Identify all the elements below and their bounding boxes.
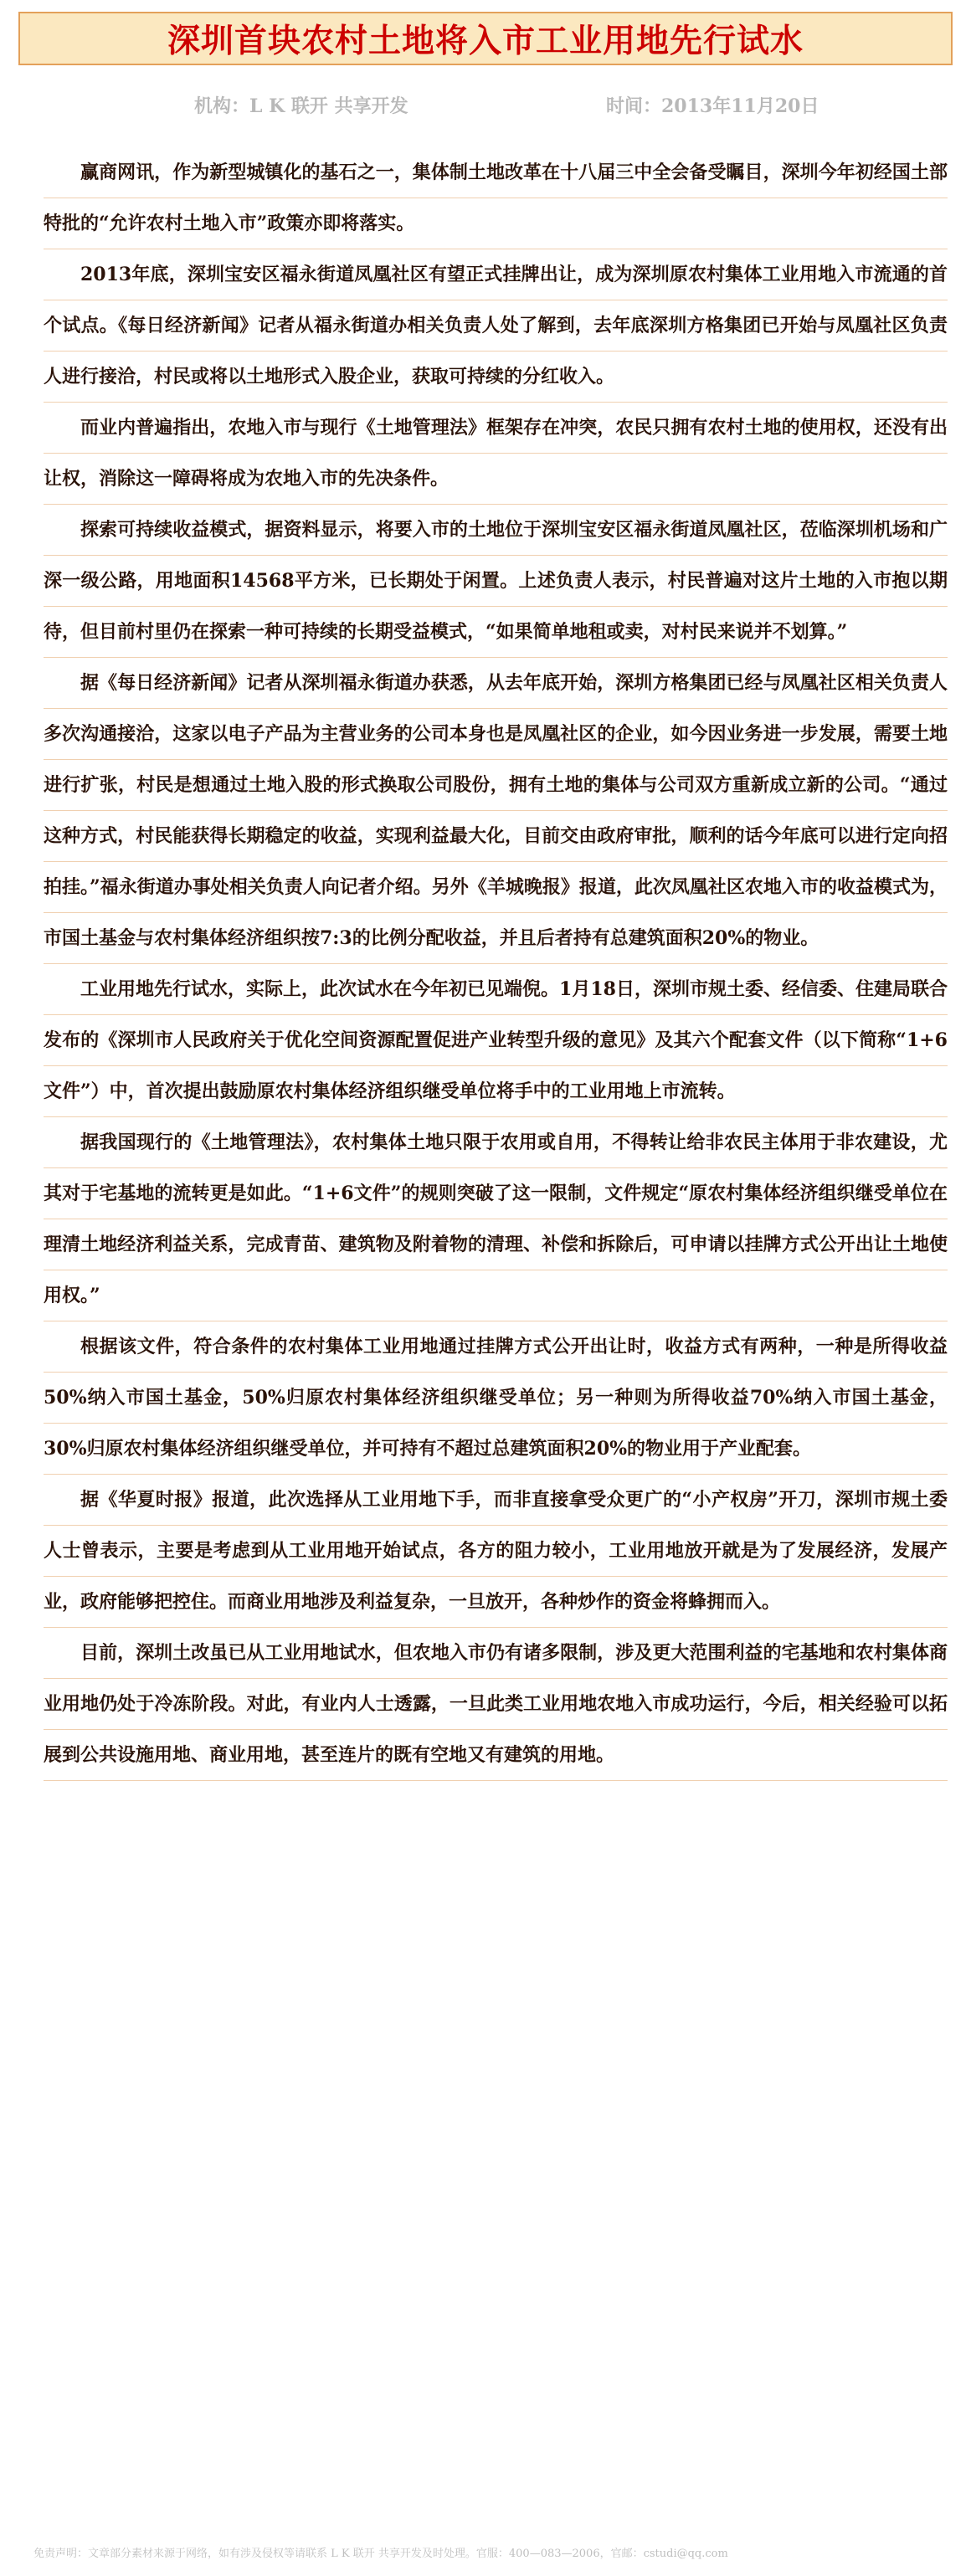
author-org: 机构：L K 联开 共享开发 <box>194 95 408 117</box>
article-paragraph: 据《每日经济新闻》记者从深圳福永街道办获悉，从去年底开始，深圳方格集团已经与凤凰社区相关负责人多次沟通接洽，这家以电子产品为主营业务的公司本身也是凤凰社区的企业，如今因业务进一步发展，需要土地进行扩张，村民是想通过土地入股的形式换取公司股份，拥有土地的集体与公司双方重新成立新的公司。“通过这种方式，村民能获得长期稳定的收益，实现利益最大化，目前交由政府审批，顺利的话今年底可以进行定向招拍挂。”福永街道办事处相关负责人向记者介绍。另外《羊城晚报》报道，此次凤凰社区农地入市的收益模式为，市国土基金与农村集体经济组织按7:3的比例分配收益，并且后者持有总建筑面积20%的物业。 <box>44 658 948 964</box>
article-paragraph: 据《华夏时报》报道，此次选择从工业用地下手，而非直接拿受众更广的“小产权房”开刀，深圳市规土委人士曾表示，主要是考虑到从工业用地开始试点，各方的阻力较小，工业用地放开就是为了发展经济，发展产业，政府能够把控住。而商业用地涉及利益复杂，一旦放开，各种炒作的资金将蜂拥而入。 <box>44 1475 948 1628</box>
title-banner <box>18 12 953 65</box>
article-paragraph: 根据该文件，符合条件的农村集体工业用地通过挂牌方式公开出让时，收益方式有两种，一种是所得收益50%纳入市国土基金，50%归原农村集体经济组织继受单位；另一种则为所得收益70%纳入市国土基金，30%归原农村集体经济组织继受单位，并可持有不超过总建筑面积20%的物业用于产业配套。 <box>44 1321 948 1475</box>
article-paragraph: 探索可持续收益模式，据资料显示，将要入市的土地位于深圳宝安区福永街道凤凰社区，莅临深圳机场和广深一级公路，用地面积14568平方米，已长期处于闲置。上述负责人表示，村民普遍对这片土地的入市抱以期待，但目前村里仍在探索一种可持续的长期受益模式，“如果简单地租或卖，对村民来说并不划算。” <box>44 505 948 658</box>
disclaimer-footer: 免责声明：文章部分素材来源于网络，如有涉及侵权等请联系 L K 联开 共享开发及时处理。官服：400—083—2006，官邮：cstudi@qq.com <box>33 2548 728 2560</box>
article-body <box>44 147 948 1781</box>
article-paragraph: 而业内普遍指出，农地入市与现行《土地管理法》框架存在冲突，农民只拥有农村土地的使用权，还没有出让权，消除这一障碍将成为农地入市的先决条件。 <box>44 403 948 505</box>
article-paragraph: 2013年底，深圳宝安区福永街道凤凰社区有望正式挂牌出让，成为深圳原农村集体工业用地入市流通的首个试点。《每日经济新闻》记者从福永街道办相关负责人处了解到，去年底深圳方格集团已开始与凤凰社区负责人进行接洽，村民或将以土地形式入股企业，获取可持续的分红收入。 <box>44 249 948 403</box>
article-paragraph: 工业用地先行试水，实际上，此次试水在今年初已见端倪。1月18日，深圳市规土委、经信委、住建局联合发布的《深圳市人民政府关于优化空间资源配置促进产业转型升级的意见》及其六个配套文件（以下简称“1+6文件”）中，首次提出鼓励原农村集体经济组织继受单位将手中的工业用地上市流转。 <box>44 964 948 1117</box>
article-paragraph: 目前，深圳土改虽已从工业用地试水，但农地入市仍有诸多限制，涉及更大范围利益的宅基地和农村集体商业用地仍处于冷冻阶段。对此，有业内人士透露，一旦此类工业用地农地入市成功运行，今后，相关经验可以拓展到公共设施用地、商业用地，甚至连片的既有空地又有建筑的用地。 <box>44 1628 948 1781</box>
publish-time: 时间：2013年11月20日 <box>606 95 819 117</box>
page-title: 深圳首块农村土地将入市工业用地先行试水 <box>167 22 804 60</box>
article-paragraph: 赢商网讯，作为新型城镇化的基石之一，集体制土地改革在十八届三中全会备受瞩目，深圳今年初经国土部特批的“允许农村土地入市”政策亦即将落实。 <box>44 147 948 249</box>
article-paragraph: 据我国现行的《土地管理法》，农村集体土地只限于农用或自用，不得转让给非农民主体用于非农建设，尤其对于宅基地的流转更是如此。“1+6文件”的规则突破了这一限制，文件规定“原农村集体经济组织继受单位在理清土地经济利益关系，完成青苗、建筑物及附着物的清理、补偿和拆除后，可申请以挂牌方式公开出让土地使用权。” <box>44 1117 948 1321</box>
